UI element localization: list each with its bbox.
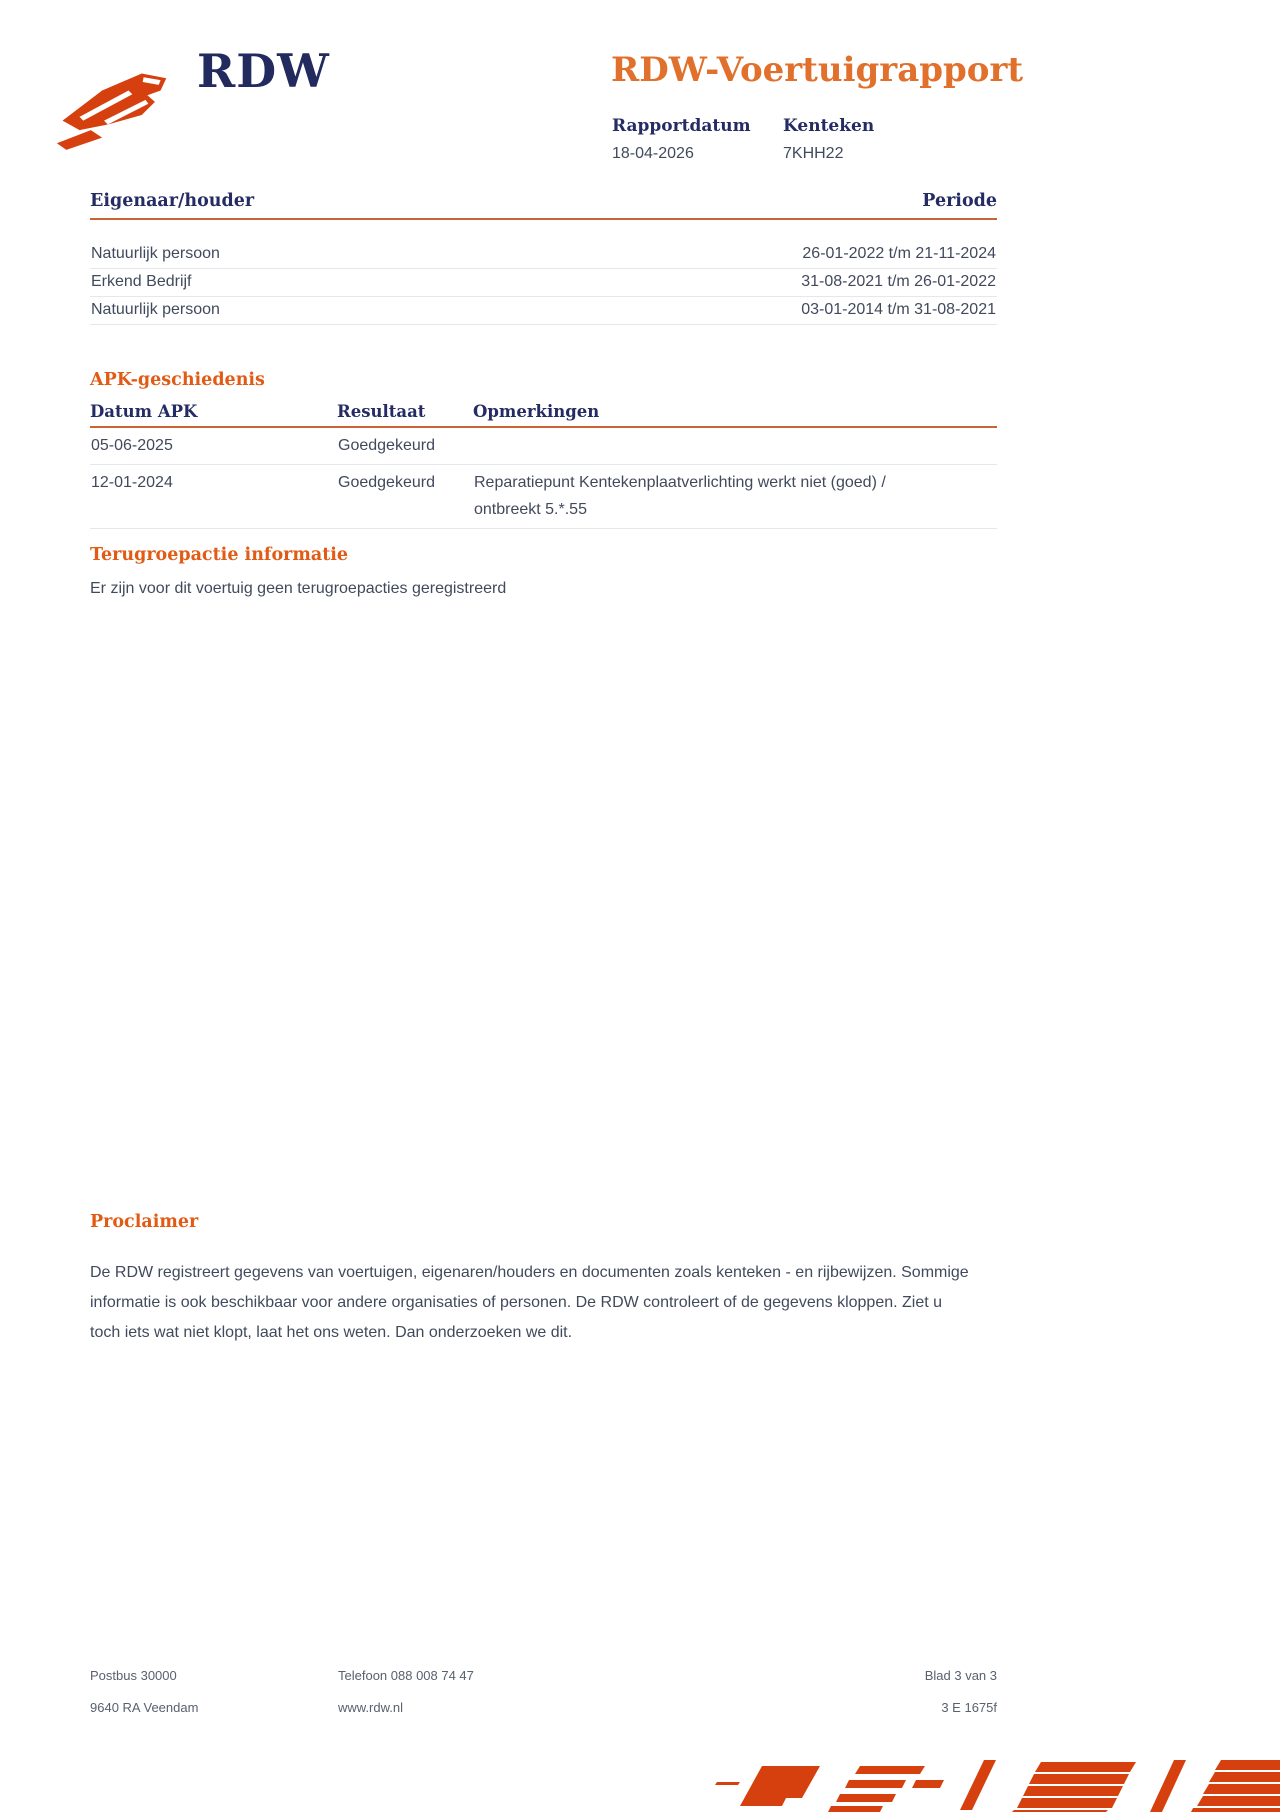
apk-row xyxy=(90,428,997,465)
proclaimer-text: De RDW registreert gegevens van voertuigen, eigenaren/houders en documenten zoals kenteken - en rijbewijzen. Sommige informatie is ook beschikbaar voor andere organisaties of personen. De RDW controleert of de gegevens kloppen. Ziet u toch iets wat niet klopt, laat het ons weten. Dan onderzoeken we dit. xyxy=(90,1264,969,1341)
report-date-label: Rapportdatum xyxy=(612,116,751,136)
apk-column-remarks: Opmerkingen xyxy=(473,402,600,421)
license-plate-value: 7KHH22 xyxy=(783,145,844,162)
proclaimer-heading: Proclaimer xyxy=(90,1212,199,1232)
owner-section-heading: Eigenaar/houder xyxy=(90,191,255,211)
owner-holder-section xyxy=(90,191,997,325)
recall-section-heading: Terugroepactie informatie xyxy=(90,545,349,565)
license-plate-label: Kenteken xyxy=(783,116,875,136)
apk-section-heading: APK-geschiedenis xyxy=(90,370,265,390)
owner-type: Erkend Bedrijf xyxy=(91,273,192,290)
report-date-value: 18-04-2026 xyxy=(612,145,694,162)
footer-page-info xyxy=(797,1660,997,1724)
owner-period: 31-08-2021 t/m 26-01-2022 xyxy=(801,273,996,290)
rdw-eagle-icon xyxy=(55,60,187,154)
footer-phone: Telefoon 088 008 74 47 xyxy=(338,1668,474,1683)
owner-type: Natuurlijk persoon xyxy=(91,245,220,262)
page-title: RDW-Voertuigrapport xyxy=(611,50,1024,90)
footer-postbus: Postbus 30000 xyxy=(90,1668,177,1683)
license-plate-block xyxy=(783,116,874,163)
owner-type: Natuurlijk persoon xyxy=(91,301,220,318)
recall-info-section xyxy=(90,545,997,598)
owner-row xyxy=(90,241,997,269)
speed-lines-icon xyxy=(640,1758,1280,1812)
section-rule xyxy=(90,218,997,220)
footer-contact xyxy=(338,1660,474,1724)
apk-result: Goedgekeurd xyxy=(338,474,435,491)
owner-period: 26-01-2022 t/m 21-11-2024 xyxy=(802,245,996,262)
owner-period: 03-01-2014 t/m 31-08-2021 xyxy=(801,301,996,318)
recall-section-text: Er zijn voor dit voertuig geen terugroepacties geregistreerd xyxy=(90,580,507,597)
footer-form-code: 3 E 1675f xyxy=(941,1700,997,1715)
apk-column-date: Datum APK xyxy=(90,402,198,421)
footer-page-number: Blad 3 van 3 xyxy=(924,1668,997,1683)
apk-history-section xyxy=(90,370,997,529)
period-column-heading: Periode xyxy=(922,191,997,211)
rdw-eagle-logo xyxy=(55,60,187,154)
owner-row xyxy=(90,269,997,297)
apk-column-result: Resultaat xyxy=(337,402,426,421)
apk-remarks: Reparatiepunt Kentekenplaatverlichting werkt niet (goed) / ontbreekt 5.*.55 xyxy=(474,474,886,518)
footer-address xyxy=(90,1660,198,1724)
report-date-block xyxy=(612,116,751,163)
apk-result: Goedgekeurd xyxy=(338,437,435,454)
brand-wordmark: RDW xyxy=(197,44,330,98)
apk-date: 12-01-2024 xyxy=(91,474,173,491)
footer-city: 9640 RA Veendam xyxy=(90,1700,199,1715)
footer-website: www.rdw.nl xyxy=(338,1700,404,1715)
apk-remarks xyxy=(474,432,926,459)
owner-rows xyxy=(90,241,997,325)
owner-row xyxy=(90,297,997,325)
apk-row xyxy=(90,465,997,529)
rdw-speed-lines-graphic xyxy=(640,1758,1280,1812)
apk-date: 05-06-2025 xyxy=(91,437,173,454)
proclaimer-section xyxy=(90,1212,997,1348)
